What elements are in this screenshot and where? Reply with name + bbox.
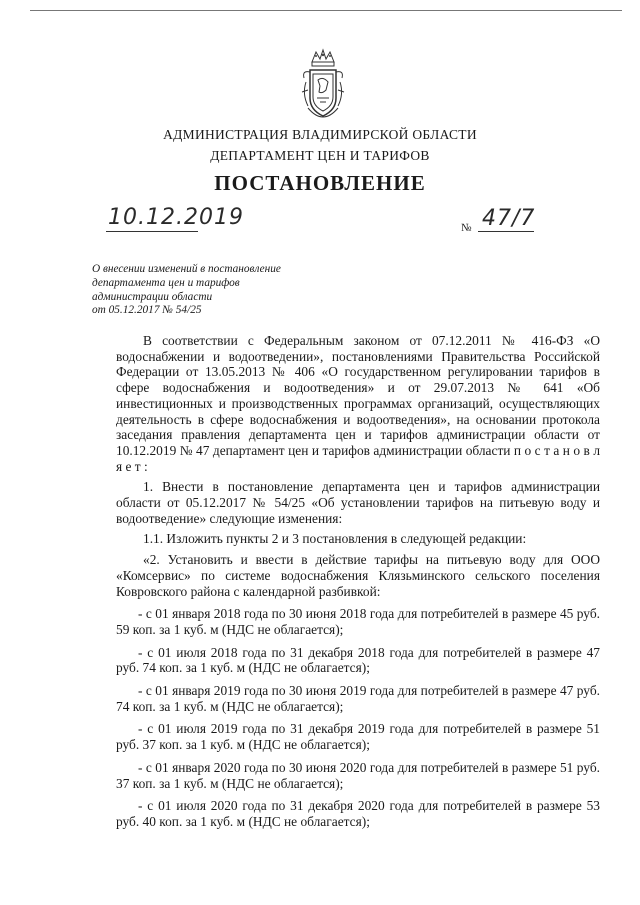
- clause-2-paragraph: «2. Установить и ввести в действие тарифы на питьевую воду для ООО «Комсервис» по системе водоснабжения Клязьминского сельского поселения Ковровского района с календарной разбивкой:: [116, 552, 600, 599]
- number-underline: [478, 231, 534, 232]
- clause-1-paragraph: 1. Внести в постановление департамента цен и тарифов администрации области от 05.12.2017 № 54/25 «Об установлении тарифов на питьевую воду и водоотведение» следующие изменения:: [116, 479, 600, 526]
- tariff-period-item: - с 01 июля 2020 года по 31 декабря 2020 года для потребителей в размере 53 руб. 40 коп. за 1 куб. м (НДС не облагается);: [116, 798, 600, 829]
- document-body: [116, 333, 600, 830]
- date-underline: [106, 231, 198, 232]
- organization-line-1: АДМИНИСТРАЦИЯ ВЛАДИМИРСКОЙ ОБЛАСТИ: [163, 127, 477, 142]
- tariff-period-item: - с 01 января 2019 года по 30 июня 2019 года для потребителей в размере 47 руб. 74 коп. за 1 куб. м (НДС не облагается);: [116, 683, 600, 714]
- tariff-period-item: - с 01 июля 2019 года по 31 декабря 2019 года для потребителей в размере 51 руб. 37 коп. за 1 куб. м (НДС не облагается);: [116, 721, 600, 753]
- tariff-period-item: - с 01 января 2020 года по 30 июня 2020 года для потребителей в размере 51 руб. 37 коп. за 1 куб. м (НДС не облагается);: [116, 759, 600, 791]
- preamble-paragraph: В соответствии с Федеральным законом от 07.12.2011 № 416-ФЗ «О водоснабжении и водоотведении», постановлениями Правительства Российской Федерации от 13.05.2013 № 406 «О государственном регулировании тарифов в сфере водоснабжения и водоотведения» и от 29.07.2013 № 641 «Об инвестиционных и производственных программах организаций, осуществляющих деятельность в сфере водоснабжения и водоотведения», на основании протокола заседания правления департамента цен и тарифов администрации области от 10.12.2019 № 47 департамент цен и тарифов администрации области п о с т а н о в л я е т :: [116, 333, 600, 474]
- document-title: ПОСТАНОВЛЕНИЕ: [214, 171, 426, 195]
- subject-line: департамента цен и тарифов: [92, 276, 240, 289]
- coat-of-arms-icon: [298, 48, 348, 126]
- document-date: 10.12.2019: [108, 205, 244, 230]
- tariff-period-item: - с 01 января 2018 года по 30 июня 2018 года для потребителей в размере 45 руб. 59 коп. за 1 куб. м (НДС не облагается);: [116, 606, 600, 637]
- subject-line: О внесении изменений в постановление: [92, 263, 281, 275]
- subject-line: администрации области: [92, 290, 213, 303]
- tariff-period-item: - с 01 июля 2018 года по 31 декабря 2018 года для потребителей в размере 47 руб. 74 коп. за 1 куб. м (НДС не облагается);: [116, 644, 600, 676]
- organization-line-2: ДЕПАРТАМЕНТ ЦЕН И ТАРИФОВ: [210, 148, 430, 163]
- subject-line: от 05.12.2017 № 54/25: [92, 304, 202, 317]
- document-number: 47/7: [482, 206, 536, 231]
- clause-1-1-paragraph: 1.1. Изложить пункты 2 и 3 постановления в следующей редакции:: [143, 531, 527, 547]
- document-subject: [92, 263, 332, 318]
- top-border-line: [30, 10, 622, 11]
- number-label: №: [461, 222, 472, 234]
